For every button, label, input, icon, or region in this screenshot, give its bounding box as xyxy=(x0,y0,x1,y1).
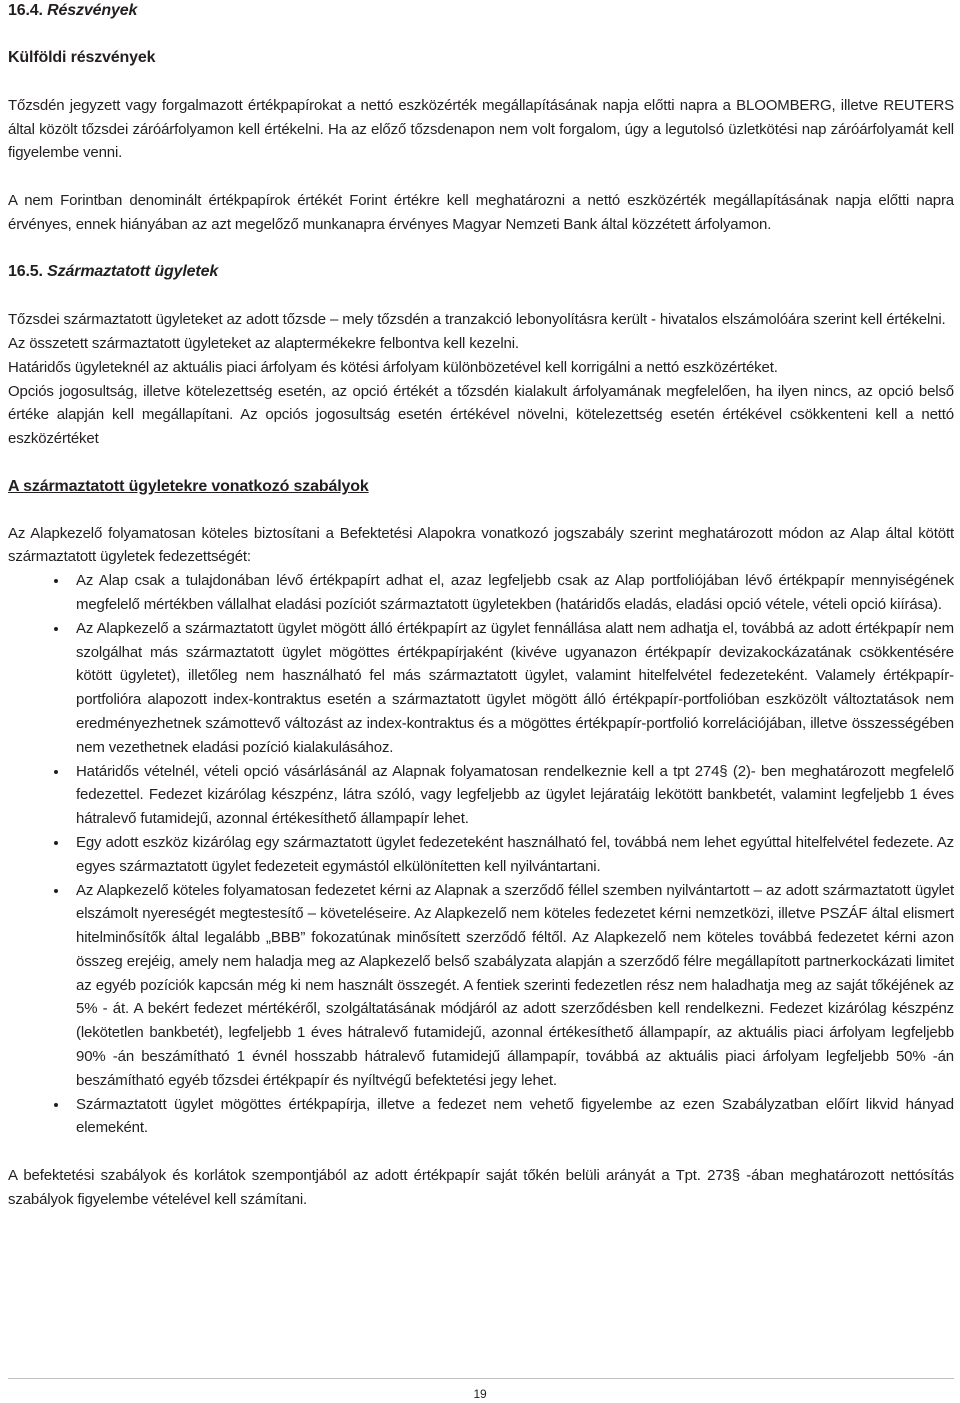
paragraph-options: Opciós jogosultság, illetve kötelezettség esetén, az opció értékét a tőzsdén kialakult árfolyamának megfelelően, ha ilyen nincs, az opció belső értéke alapján kell megállapítani. Az opciós jogosultság esetén értékével növelni, kötelezettség esetén értékével csökkenteni kell a nettó eszközértéket xyxy=(8,382,954,448)
paragraph-exchange-derivatives: Tőzsdei származtatott ügyleteket az adott tőzsde – mely tőzsdén a tranzakció lebonyolításra került - hivatalos elszámolóára szerint kell értékelni. xyxy=(8,311,946,329)
list-item xyxy=(8,1093,954,1141)
subheading-foreign-shares: Külföldi részvények xyxy=(8,49,156,66)
list-item-text: Egy adott eszköz kizárólag egy származtatott ügylet fedezeteként használható fel, továbbá nem lehet egyúttal hitelfelvétel fedezete. Az egyes származtatott ügylet fedezeteit egymástól elkülönítetten kell nyilvántartani. xyxy=(76,833,954,875)
paragraph-complex-derivatives: Az összetett származtatott ügyleteket az alaptermékekre felbontva kell kezelni. xyxy=(8,334,519,352)
paragraph-foreign-valuation: Tőzsdén jegyzett vagy forgalmazott értékpapírokat a nettó eszközérték megállapításának napja előtti napra a BLOOMBERG, illetve REUTERS által közölt tőzsdei záróárfolyamon kell értékelni. Ha az előző tőzsdenapon nem volt forgalom, úgy a legutolsó üzletkötési nap záróárfolyamát kell figyelembe venni. xyxy=(8,96,954,162)
bullet-icon xyxy=(52,1093,62,1117)
bullet-icon xyxy=(52,617,62,641)
rules-heading: A származtatott ügyletekre vonatkozó szabályok xyxy=(8,477,369,495)
section-heading-16-5 xyxy=(8,260,954,284)
section-title: Származtatott ügyletek xyxy=(47,263,219,281)
footer-divider xyxy=(8,1378,954,1379)
bullet-icon xyxy=(52,760,62,784)
list-item xyxy=(8,569,954,617)
rules-intro: Az Alapkezelő folyamatosan köteles biztosítani a Befektetési Alapokra vonatkozó jogszabály szerint meghatározott módon az Alap által kötött származtatott ügyletek fedezettségét: xyxy=(8,524,954,566)
section-title: Részvények xyxy=(47,2,138,19)
paragraph-non-huf-valuation: A nem Forintban denominált értékpapírok értékét Forint értékre kell meghatározni a nettó eszközérték megállapításának napja előtti napra érvényes, ennek hiányában az azt megelőző munkanapra érvényes Magyar Nemzeti Bank által közzétett árfolyamon. xyxy=(8,191,954,233)
document-page xyxy=(8,0,954,1235)
rules-bullet-list xyxy=(8,569,954,1140)
closing-paragraph: A befektetési szabályok és korlátok szempontjából az adott értékpapír saját tőkén belüli arányát a Tpt. 273§ -ában meghatározott nettósítás szabályok figyelembe vételével kell számítani. xyxy=(8,1167,954,1208)
bullet-icon xyxy=(52,831,62,855)
section-heading-16-4 xyxy=(8,0,954,22)
section-number: 16.5. xyxy=(8,263,43,281)
list-item-text: Határidős vételnél, vételi opció vásárlásánál az Alapnak folyamatosan rendelkeznie kell a tpt 274§ (2)- ben meghatározott megfelelő fedezettel. Fedezet kizárólag készpénz, látra szóló, vagy legfeljebb az ügylet lejáratáig lekötött bankbetét, valamint legfeljebb 1 éves hátralevő futamidejű, azonnal értékesíthető állampapír lehet. xyxy=(76,762,954,828)
list-item xyxy=(8,879,954,1093)
list-item-text: Az Alapkezelő köteles folyamatosan fedezetet kérni az Alapnak a szerződő féllel szemben nyilvántartott – az adott származtatott ügylet elszámolt nyereségét megtestesítő – követeléseire. Az Alapkezelő nem köteles fedezetet kérni nemzetközi, illetve PSZÁF által elismert hitelminősítők által legalább „BBB” fokozatúnak minősített szerződő féltől. Az Alapkezelő nem köteles továbbá fedezetet kérni azon összeg erejéig, amely nem haladja meg az Alapkezelő belső szabályzata alapján a szerződő félre megállapított partnerkockázati limitet az egyéb pozíciók kapcsán még ki nem használt összegét. A fentiek szerinti fedezetlen rész nem haladhatja meg az saját tőkéjének az 5% - át. A bekért fedezet mértékéről, szolgáltatásának módjáról az adott szerződésben kell rendelkezni. Fedezet kizárólag készpénz (lekötetlen bankbetét), legfeljebb 1 éves hátralevő futamidejű, azonnal értékesíthető állampapír, az aktuális piaci árfolyam legfeljebb 90% -án beszámítható 1 évnél hosszabb hátralevő futamidejű állampapír, továbbá az aktuális piaci árfolyam legfeljebb 50% -án beszámítható egyéb tőzsdei értékpapír és nyíltvégű befektetési jegy lehet. xyxy=(76,881,954,1089)
bullet-icon xyxy=(52,569,62,593)
section-number: 16.4. xyxy=(8,2,43,19)
page-number: 19 xyxy=(473,1387,487,1401)
list-item xyxy=(8,617,954,760)
paragraph-futures: Határidős ügyleteknél az aktuális piaci árfolyam és kötési árfolyam különbözetével kell korrigálni a nettó eszközértéket. xyxy=(8,358,778,376)
list-item xyxy=(8,760,954,831)
bullet-icon xyxy=(52,879,62,903)
list-item-text: Származtatott ügylet mögöttes értékpapírja, illetve a fedezet nem vehető figyelembe az ezen Szabályzatban előírt likvid hányad elemeként. xyxy=(76,1095,954,1137)
derivatives-paragraph-group xyxy=(8,308,954,451)
list-item xyxy=(8,831,954,879)
list-item-text: Az Alap csak a tulajdonában lévő értékpapírt adhat el, azaz legfeljebb csak az Alap portfoliójában lévő értékpapír mennyiségének megfelelő mértékben vállalhat eladási pozíciót származtatott ügyletekben (határidős eladás, eladási opció vétele, vételi opció kiírása). xyxy=(76,572,954,613)
list-item-text: Az Alapkezelő a származtatott ügylet mögött álló értékpapírt az ügylet fennállása alatt nem adhatja el, továbbá az adott értékpapír nem szolgálhat más származtatott ügylet mögöttes értékpapírjaként (kivéve ugyanazon értékpapír devizakockázatának csökkentésére kötött ügyletet), illetőleg nem használható fel más származtatott ügylet, valamint hitelfelvétel fedezeteként. Valamely értékpapír-portfolióra alapozott index-kontraktus esetén a származtatott ügylet mögött álló értékpapír-portfolióban eszközölt változtatások nem eredményezhetnek számottevő változást az index-kontraktus és a mögöttes értékpapír-portfolió korrelációjában, illetve összességében nem vezethetnek eladási pozíció kialakulásához. xyxy=(76,619,954,756)
